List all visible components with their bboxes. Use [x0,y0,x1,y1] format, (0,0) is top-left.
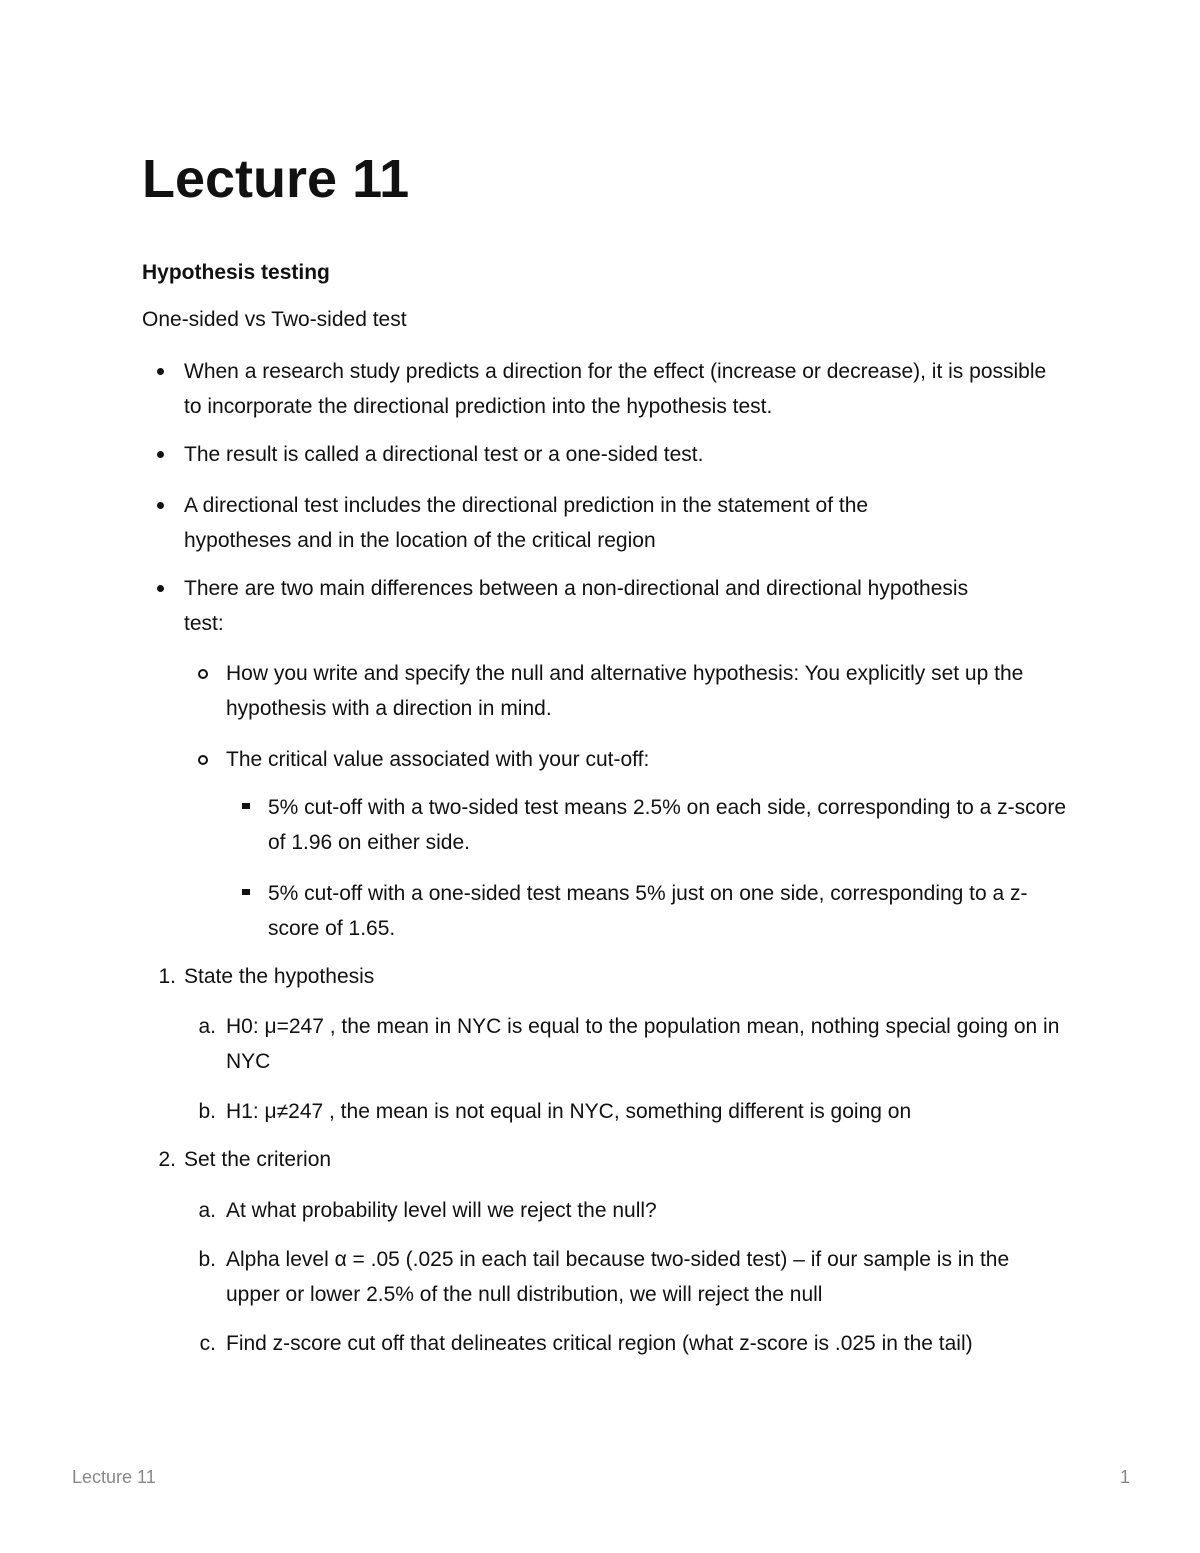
bullet-circle-icon [198,755,208,765]
step-sub-item: Find z-score cut off that delineates critical region (what z-score is .025 in the tail) [226,1332,973,1355]
step-label: Set the criterion [184,1148,332,1171]
step-letter: b. [198,1100,216,1123]
page-number: 1 [1119,1467,1130,1487]
step-sub-item: Alpha level α = .05 (.025 in each tail because two-sided test) – if our sample is in the upper or lower 2.5% of the null distribution, we will reject the null [226,1248,1010,1306]
step-number: 2. [158,1148,176,1171]
footer-title: Lecture 11 [72,1467,156,1487]
bullet-item: There are two main differences between a non-directional and directional hypothesis test: [184,577,969,635]
bullet-disc-icon [157,451,164,458]
page-title: Lecture 11 [142,149,410,209]
bullet-square-icon [242,803,250,809]
step-letter: a. [198,1015,216,1038]
subheading: One-sided vs Two-sided test [142,308,407,331]
step-sub-item: At what probability level will we reject the null? [226,1199,657,1222]
bullet-disc-icon [157,368,164,375]
section-heading: Hypothesis testing [142,261,330,284]
step-letter: c. [199,1332,216,1355]
bullet-item: The result is called a directional test or a one-sided test. [184,443,704,466]
sub-sub-bullet-item: 5% cut-off with a one-sided test means 5% just on one side, corresponding to a z-score of 1.65. [268,882,1028,940]
sub-bullet-item: The critical value associated with your cut-off: [226,748,650,771]
sub-bullet-item: How you write and specify the null and alternative hypothesis: You explicitly set up the hypothesis with a direction in mind. [226,662,1024,720]
step-letter: a. [198,1199,216,1222]
step-number: 1. [158,965,176,988]
step-letter: b. [198,1248,216,1271]
step-label: State the hypothesis [184,965,375,988]
sub-sub-bullet-item: 5% cut-off with a two-sided test means 2.5% on each side, corresponding to a z-score of 1.96 on either side. [268,796,1067,854]
bullet-disc-icon [157,585,164,592]
step-sub-item: H0: μ=247 , the mean in NYC is equal to the population mean, nothing special going on in NYC [226,1015,1060,1073]
step-sub-item: H1: μ≠247 , the mean is not equal in NYC, something different is going on [226,1100,912,1123]
bullet-square-icon [242,889,250,895]
bullet-disc-icon [157,502,164,509]
bullet-circle-icon [198,669,208,679]
bullet-item: When a research study predicts a direction for the effect (increase or decrease), it is possible to incorporate the directional prediction into the hypothesis test. [184,360,1047,418]
bullet-item: A directional test includes the directional prediction in the statement of the hypotheses and in the location of the critical region [184,494,869,552]
